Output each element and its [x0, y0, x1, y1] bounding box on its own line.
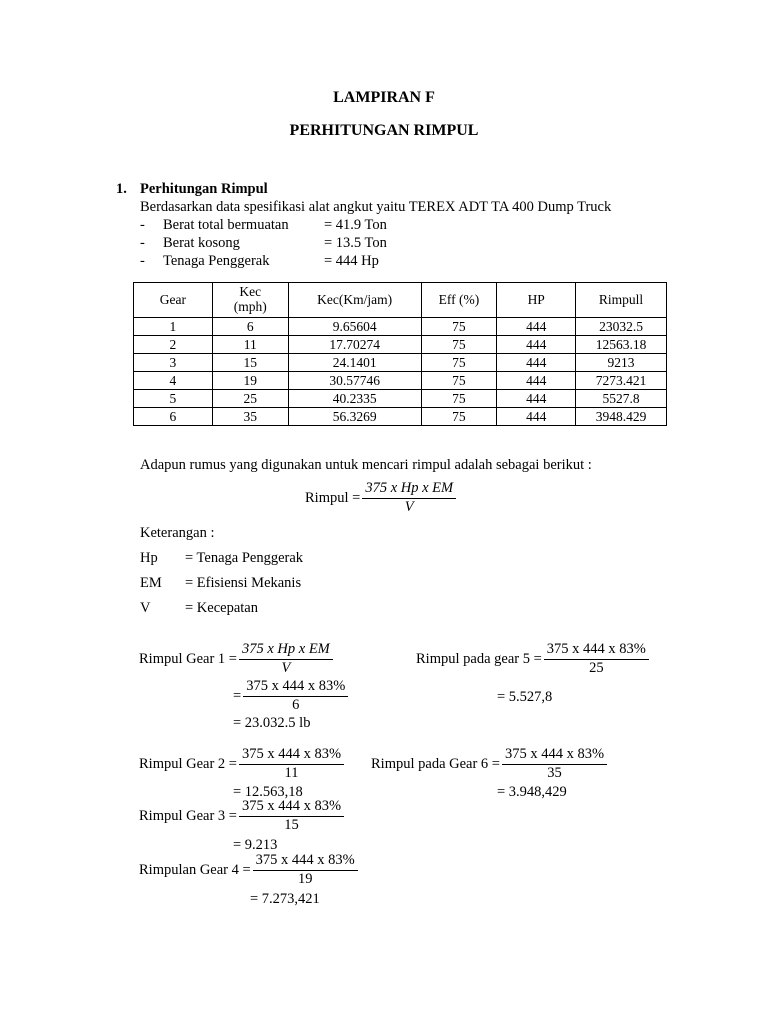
table-row — [134, 336, 667, 354]
table-cell: 6 — [134, 408, 213, 426]
table-cell: 444 — [497, 336, 576, 354]
spec-label-power: Tenaga Penggerak — [163, 253, 270, 269]
col-header-hp: HP — [497, 283, 576, 318]
table-cell: 23032.5 — [576, 318, 667, 336]
table-cell: 75 — [421, 390, 497, 408]
calc-gear6-fraction — [502, 747, 607, 782]
table-cell: 25 — [212, 390, 288, 408]
table-cell: 444 — [497, 318, 576, 336]
calc-gear6-label: Rimpul pada Gear 6 = — [371, 756, 500, 773]
calc-gear6-result: = 3.948,429 — [497, 784, 567, 800]
calc-gear3-result: = 9.213 — [233, 837, 278, 853]
rimpul-formula — [305, 481, 458, 516]
spec-value-power: = 444 Hp — [324, 253, 379, 269]
table-row — [134, 408, 667, 426]
spec-value-total: = 41.9 Ton — [324, 217, 387, 233]
table-cell: 2 — [134, 336, 213, 354]
table-cell: 35 — [212, 408, 288, 426]
fraction-numerator: 375 x 444 x 83% — [544, 642, 649, 660]
fraction-denominator: 15 — [284, 816, 299, 833]
fraction-denominator: 25 — [589, 659, 604, 676]
col-header-gear: Gear — [134, 283, 213, 318]
table-row — [134, 318, 667, 336]
calc-gear2 — [139, 747, 346, 782]
spec-label-empty: Berat kosong — [163, 235, 240, 251]
calc-gear1 — [139, 642, 335, 677]
calc-gear3-fraction — [239, 799, 344, 834]
table-cell: 7273.421 — [576, 372, 667, 390]
table-cell: 4 — [134, 372, 213, 390]
table-cell: 75 — [421, 408, 497, 426]
table-row — [134, 354, 667, 372]
calc-gear6 — [371, 747, 609, 782]
calc-gear2-fraction — [239, 747, 344, 782]
table-cell: 40.2335 — [288, 390, 421, 408]
spec-value-empty: = 13.5 Ton — [324, 235, 387, 251]
table-cell: 56.3269 — [288, 408, 421, 426]
col-header-kec-kmjam: Kec(Km/jam) — [288, 283, 421, 318]
fraction-numerator: 375 x Hp x EM — [239, 642, 333, 660]
rimpull-table — [133, 282, 667, 426]
formula-intro: Adapun rumus yang digunakan untuk mencari rimpul adalah sebagai berikut : — [140, 457, 592, 473]
section-number: 1. — [116, 181, 127, 197]
fraction-denominator: V — [281, 659, 291, 676]
table-cell: 17.70274 — [288, 336, 421, 354]
calc-gear3-label: Rimpul Gear 3 = — [139, 808, 237, 825]
table-cell: 3 — [134, 354, 213, 372]
col-header-eff: Eff (%) — [421, 283, 497, 318]
table-cell: 24.1401 — [288, 354, 421, 372]
fraction-numerator: 375 x 444 x 83% — [243, 679, 348, 697]
table-header-row — [134, 283, 667, 318]
calc-gear4-result: = 7.273,421 — [250, 891, 320, 907]
section-heading: Perhitungan Rimpul — [140, 181, 268, 197]
legend-title: Keterangan : — [140, 525, 215, 541]
calc-gear5 — [416, 642, 651, 677]
fraction-denominator: 35 — [547, 764, 562, 781]
calc-gear1-fraction — [239, 642, 333, 677]
legend-symbol-hp: Hp — [140, 550, 158, 566]
fraction-denominator: 11 — [284, 764, 299, 781]
calc-gear4-fraction — [253, 853, 358, 888]
table-cell: 444 — [497, 372, 576, 390]
fraction-denominator: 19 — [297, 870, 313, 887]
table-cell: 9.65604 — [288, 318, 421, 336]
calc-gear1-fraction2 — [243, 679, 348, 714]
table-cell: 1 — [134, 318, 213, 336]
fraction-denominator: 6 — [292, 696, 300, 713]
table-cell: 444 — [497, 354, 576, 372]
table-cell: 75 — [421, 336, 497, 354]
table-cell: 30.57746 — [288, 372, 421, 390]
formula-numerator: 375 x Hp x EM — [362, 481, 456, 499]
formula-lhs: Rimpul = — [305, 490, 361, 507]
table-row — [134, 390, 667, 408]
calc-gear1-step2 — [233, 679, 350, 714]
table-cell: 19 — [212, 372, 288, 390]
fraction-numerator: 375 x 444 x 83% — [239, 799, 344, 817]
legend-desc-hp: = Tenaga Penggerak — [185, 550, 304, 566]
legend-desc-em: = Efisiensi Mekanis — [185, 575, 302, 591]
table-cell: 9213 — [576, 354, 667, 372]
spec-label-total: Berat total bermuatan — [163, 217, 289, 233]
formula-denominator: V — [404, 498, 414, 515]
calc-gear2-result: = 12.563,18 — [233, 784, 303, 800]
fraction-numerator: 375 x 444 x 83% — [253, 853, 358, 871]
table-cell: 11 — [212, 336, 288, 354]
table-row — [134, 372, 667, 390]
calc-gear4 — [139, 853, 360, 888]
col-header-kec-mph: Kec (mph) — [212, 283, 288, 318]
table-cell: 6 — [212, 318, 288, 336]
calc-gear2-label: Rimpul Gear 2 = — [139, 756, 237, 773]
formula-fraction — [362, 481, 456, 516]
calc-gear5-fraction — [544, 642, 649, 677]
spec-dash: - — [140, 217, 145, 233]
col-header-rimpull: Rimpull — [576, 283, 667, 318]
table-cell: 444 — [497, 390, 576, 408]
fraction-numerator: 375 x 444 x 83% — [502, 747, 607, 765]
table-cell: 75 — [421, 372, 497, 390]
table-cell: 5 — [134, 390, 213, 408]
calc-gear1-result: = 23.032.5 lb — [233, 715, 311, 731]
calc-gear5-label: Rimpul pada gear 5 = — [416, 651, 542, 668]
table-cell: 15 — [212, 354, 288, 372]
calc-gear3 — [139, 799, 346, 834]
page-title: LAMPIRAN F — [333, 89, 435, 106]
fraction-numerator: 375 x 444 x 83% — [239, 747, 344, 765]
calc-gear4-label: Rimpulan Gear 4 = — [139, 862, 251, 879]
spec-dash: - — [140, 235, 145, 251]
table-cell: 444 — [497, 408, 576, 426]
spec-dash: - — [140, 253, 145, 269]
table-cell: 75 — [421, 318, 497, 336]
calc-gear5-result: = 5.527,8 — [497, 689, 553, 705]
table-cell: 5527.8 — [576, 390, 667, 408]
legend-symbol-v: V — [140, 600, 151, 616]
legend-symbol-em: EM — [140, 575, 162, 591]
equals-sign: = — [233, 688, 242, 705]
calc-gear1-label: Rimpul Gear 1 = — [139, 651, 237, 668]
table-cell: 12563.18 — [576, 336, 667, 354]
legend-desc-v: = Kecepatan — [185, 600, 258, 616]
page-subtitle: PERHITUNGAN RIMPUL — [289, 122, 479, 139]
table-cell: 75 — [421, 354, 497, 372]
section-intro: Berdasarkan data spesifikasi alat angkut yaitu TEREX ADT TA 400 Dump Truck — [140, 199, 612, 215]
table-cell: 3948.429 — [576, 408, 667, 426]
